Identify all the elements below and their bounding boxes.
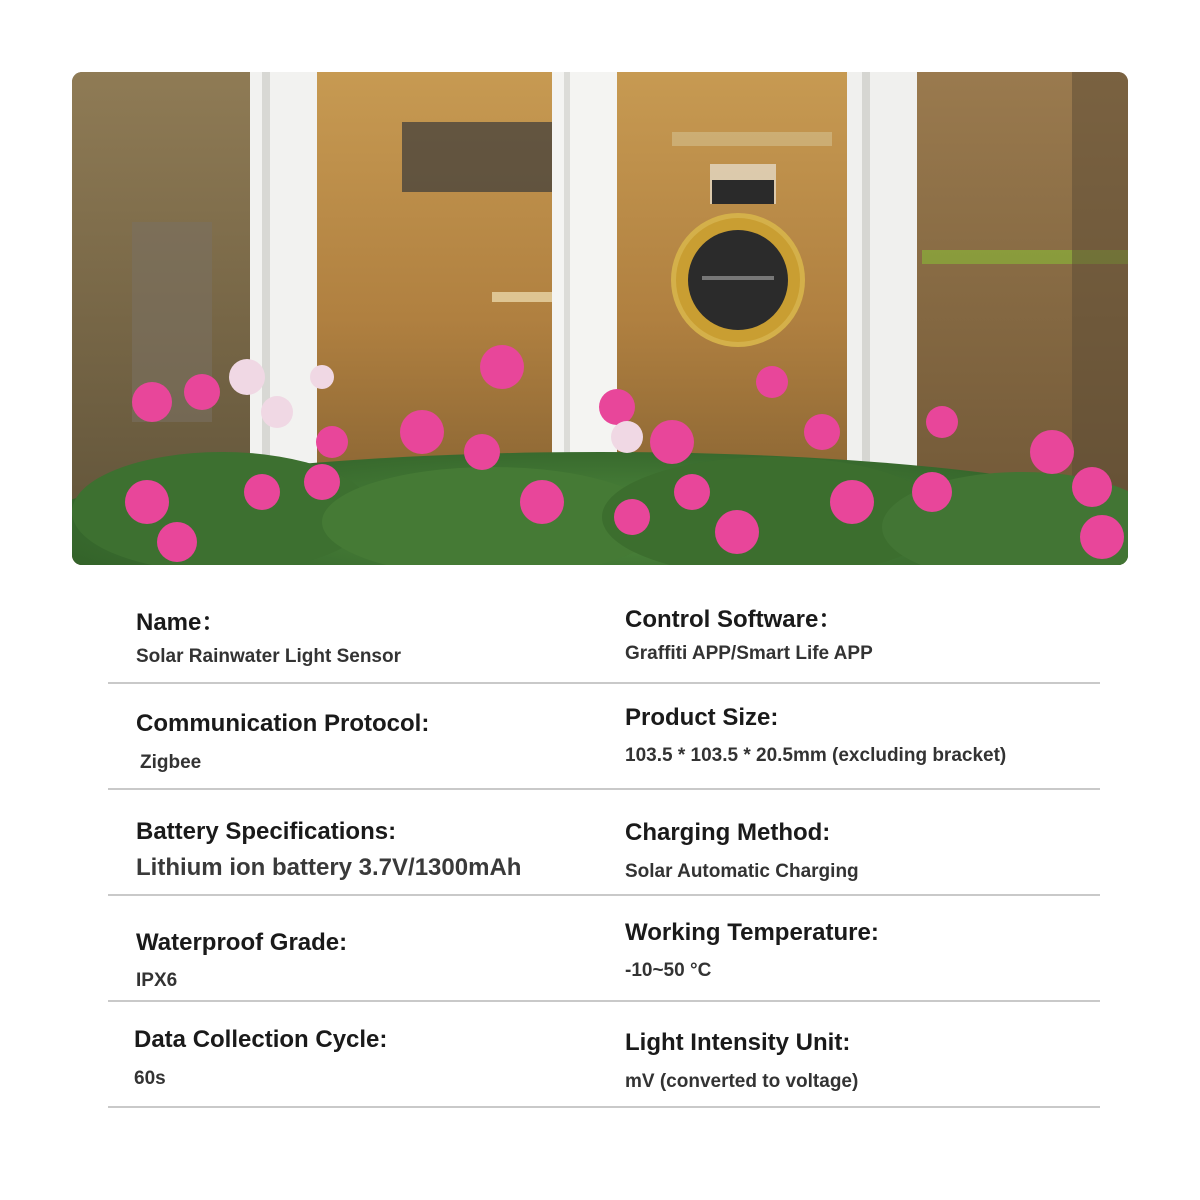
spec-value: -10~50 °C	[625, 960, 712, 981]
spec-value: 103.5 * 103.5 * 20.5mm (excluding bracket)	[625, 745, 1007, 766]
spec-label: Battery Specifications:	[136, 818, 397, 845]
spec-label: Charging Method:	[625, 819, 831, 846]
spec-value: Graffiti APP/Smart Life APP	[625, 643, 873, 664]
spec-row-battery	[108, 790, 1100, 896]
spec-value: Solar Automatic Charging	[625, 861, 859, 882]
spec-label: Name：	[136, 609, 226, 636]
spec-label: Control Software：	[625, 606, 843, 633]
spec-label: Communication Protocol:	[136, 710, 430, 737]
spec-label: Product Size:	[625, 704, 779, 731]
spec-value: mV (converted to voltage)	[625, 1071, 859, 1092]
spec-value: 60s	[134, 1068, 166, 1089]
spec-label: Data Collection Cycle:	[134, 1026, 388, 1053]
spec-value: Lithium ion battery 3.7V/1300mAh	[136, 854, 522, 881]
spec-value: IPX6	[136, 970, 178, 991]
spec-value: Solar Rainwater Light Sensor	[136, 646, 401, 667]
spec-label: Light Intensity Unit:	[625, 1029, 851, 1056]
spec-label: Waterproof Grade:	[136, 929, 348, 956]
spec-row-protocol	[108, 684, 1100, 790]
spec-label: Working Temperature:	[625, 919, 879, 946]
spec-row-name	[108, 580, 1100, 684]
spec-value: Zigbee	[140, 752, 202, 773]
product-photo	[72, 72, 1128, 565]
specifications-table	[108, 580, 1100, 1108]
spec-row-collection	[108, 1002, 1100, 1108]
spec-row-waterproof	[108, 896, 1100, 1002]
